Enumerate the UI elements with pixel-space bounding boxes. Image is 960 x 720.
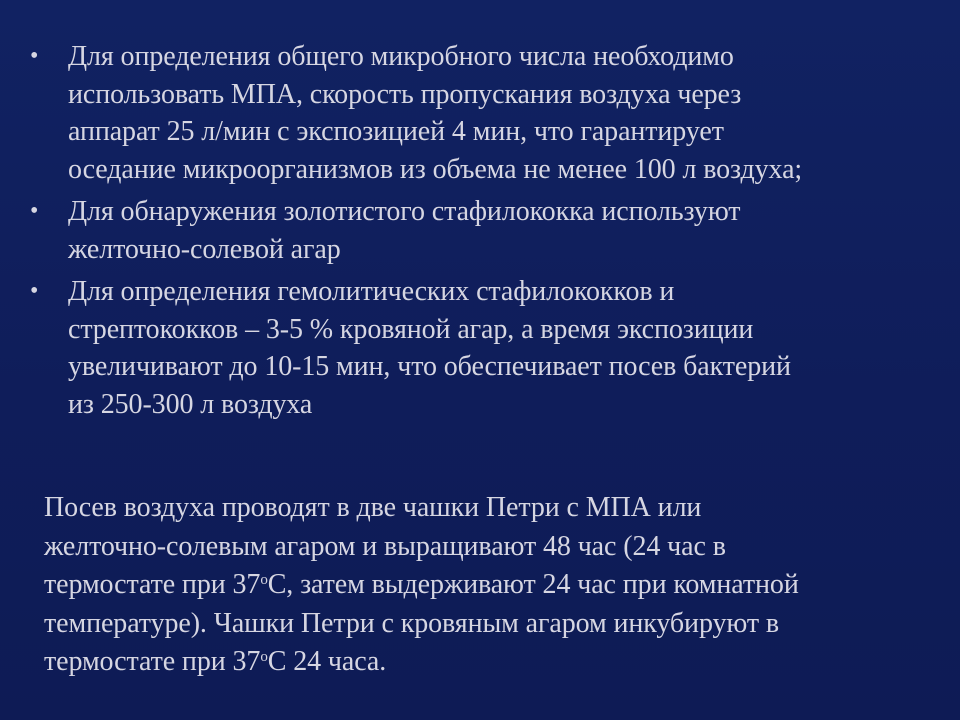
paragraph-text: термостате при 37 bbox=[44, 646, 261, 677]
bullet-line: аппарат 25 л/мин с экспозицией 4 мин, что гарантирует bbox=[68, 116, 724, 147]
bullet-marker-icon: • bbox=[30, 278, 39, 304]
bullet-line: желточно-солевой агар bbox=[68, 233, 341, 265]
bullet-list bbox=[30, 38, 930, 428]
bullet-line: Для обнаружения золотистого стафилококка используют bbox=[68, 196, 741, 227]
bullet-text bbox=[68, 193, 930, 268]
paragraph-line: Посев воздуха проводят в две чашки Петри с МПА или bbox=[44, 492, 702, 523]
bullet-line: Для определения гемолитических стафилококков и bbox=[68, 276, 675, 307]
bullet-line: из 250-300 л воздуха bbox=[68, 388, 313, 420]
paragraph-line bbox=[44, 566, 924, 605]
bullet-text bbox=[68, 38, 930, 188]
bullet-line: Для определения общего микробного числа необходимо bbox=[68, 41, 734, 72]
paragraph-text: С 24 часа. bbox=[267, 646, 387, 677]
paragraph-text: термостате при 37 bbox=[44, 569, 261, 600]
paragraph-line bbox=[44, 643, 924, 682]
bullet-line: стрептококков – 3-5 % кровяной агар, а время экспозиции bbox=[68, 313, 754, 345]
degree-superscript: о bbox=[260, 649, 268, 665]
paragraph-text: С, затем выдерживают 24 час при комнатной bbox=[267, 569, 799, 600]
bullet-marker-icon: • bbox=[30, 198, 39, 224]
bullet-item bbox=[30, 193, 930, 268]
body-paragraph bbox=[44, 489, 924, 682]
bullet-item bbox=[30, 38, 930, 188]
bullet-line: увеличивают до 10-15 мин, что обеспечивает посев бактерий bbox=[68, 351, 791, 382]
paragraph-line: желточно-солевым агаром и выращивают 48 час (24 час в bbox=[44, 530, 726, 562]
bullet-line: использовать МПА, скорость пропускания воздуха через bbox=[68, 78, 742, 110]
bullet-marker-icon: • bbox=[30, 43, 39, 69]
bullet-item bbox=[30, 273, 930, 423]
bullet-line: оседание микроорганизмов из объема не менее 100 л воздуха; bbox=[68, 153, 803, 185]
bullet-text bbox=[68, 273, 930, 423]
paragraph-line: температуре). Чашки Петри с кровяным агаром инкубируют в bbox=[44, 607, 779, 639]
degree-superscript: о bbox=[260, 572, 268, 588]
